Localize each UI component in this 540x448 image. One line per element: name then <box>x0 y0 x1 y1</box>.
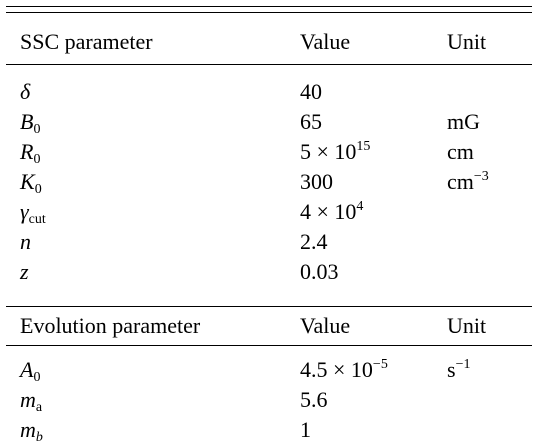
param-unit: cm <box>447 139 474 164</box>
evo-header-parameter: Evolution parameter <box>20 313 201 338</box>
param-value: $5 \times 10^{15}$ <box>300 139 371 164</box>
evo-row-mb <box>0 415 540 445</box>
ssc-header-unit: Unit <box>447 29 487 54</box>
top-rule-1 <box>6 6 532 7</box>
param-value: 65 <box>300 109 322 134</box>
param-symbol: $\gamma_{cut}$ <box>20 199 46 227</box>
param-symbol: $m_a$ <box>20 387 43 415</box>
ssc-row-z <box>0 257 540 287</box>
param-unit: mG <box>447 109 480 134</box>
ssc-header-value: Value <box>300 29 351 54</box>
ssc-row-n <box>0 227 540 257</box>
ssc-row-r0 <box>0 137 540 167</box>
param-unit: $cm^{-3}$ <box>447 169 489 194</box>
top-rule-2 <box>6 12 532 13</box>
param-symbol: $R_0$ <box>20 139 41 167</box>
param-value: 1 <box>300 417 311 442</box>
param-symbol: $K_0$ <box>20 169 42 197</box>
ssc-row-b0 <box>0 107 540 137</box>
header-rule <box>6 64 532 65</box>
param-value: 5.6 <box>300 387 328 412</box>
param-symbol: n <box>20 229 31 254</box>
param-value: 2.4 <box>300 229 328 254</box>
evo-row-ma <box>0 385 540 415</box>
evo-header-value: Value <box>300 313 351 338</box>
param-symbol: δ <box>20 79 31 104</box>
param-value: 300 <box>300 169 333 194</box>
ssc-header-parameter: SSC parameter <box>20 29 153 54</box>
ssc-header-row <box>0 27 540 57</box>
section-rule <box>6 306 532 307</box>
param-value: $4.5 \times 10^{-5}$ <box>300 357 388 382</box>
evo-row-a0 <box>0 355 540 385</box>
evo-header-unit: Unit <box>447 313 487 338</box>
evo-header-rule <box>6 345 532 346</box>
param-value: $4 \times 10^4$ <box>300 199 364 224</box>
param-symbol: z <box>20 259 29 284</box>
ssc-row-delta <box>0 77 540 107</box>
ssc-row-gamma-cut <box>0 197 540 227</box>
ssc-row-k0 <box>0 167 540 197</box>
param-value: 40 <box>300 79 322 104</box>
param-value: 0.03 <box>300 259 339 284</box>
evo-header-row <box>0 311 540 341</box>
param-unit: $s^{-1}$ <box>447 357 471 382</box>
param-symbol: $m_b$ <box>20 417 43 445</box>
param-symbol: $B_0$ <box>20 109 41 137</box>
param-symbol: $A_0$ <box>20 357 41 385</box>
